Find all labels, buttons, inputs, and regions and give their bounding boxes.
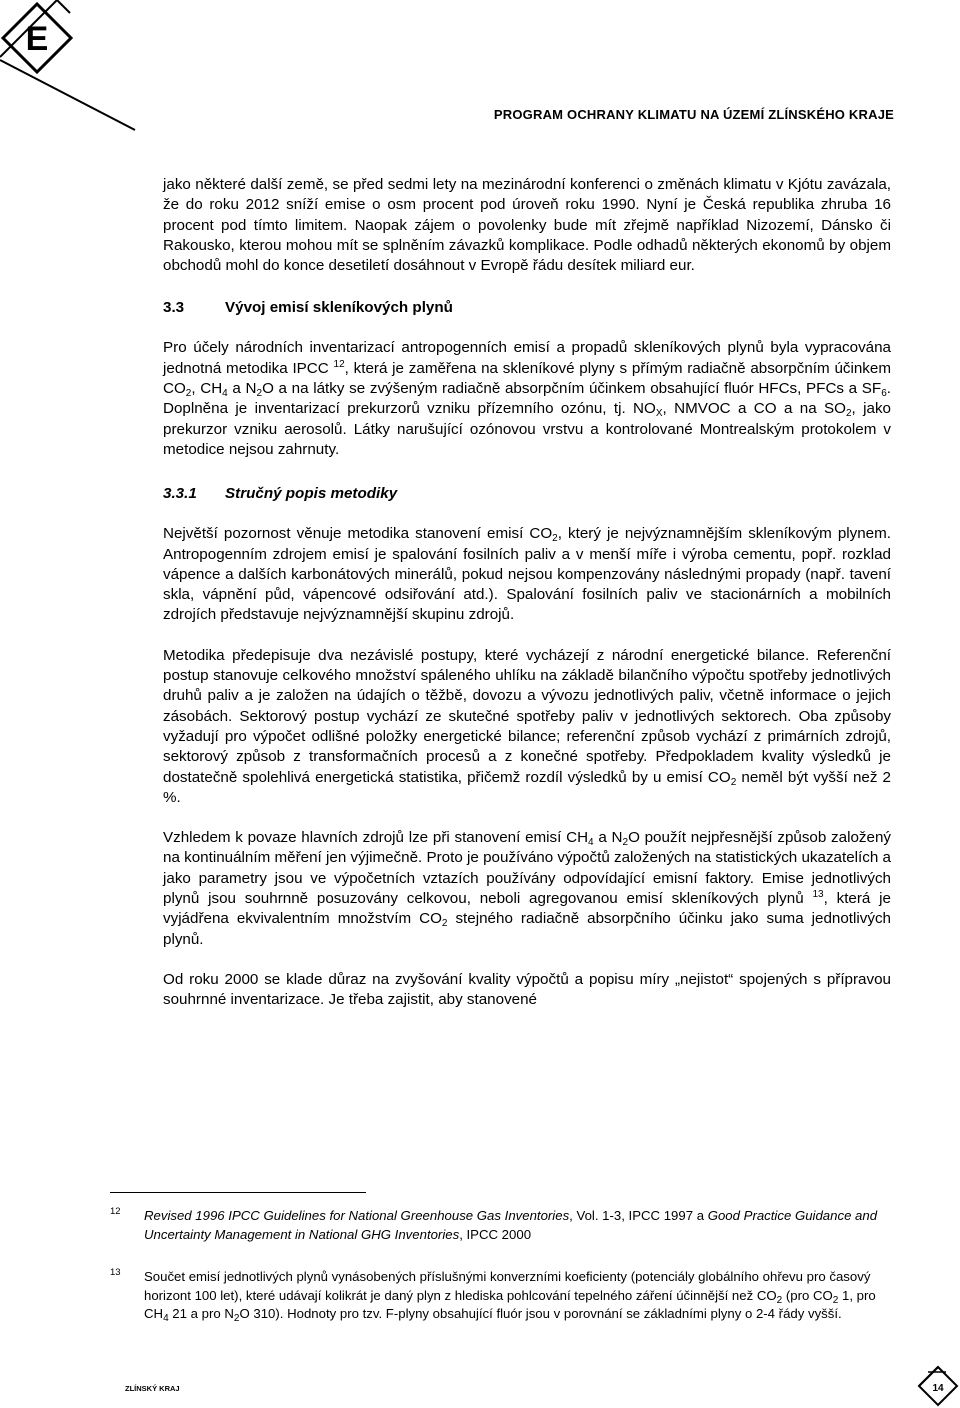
paragraph-intro: jako některé další země, se před sedmi lety na mezinárodní konferenci o změnách klimatu v Kjótu zavázala, že do roku 2012 sníží emise o osm procent pod úroveň roku 1990. Nyní je Česká republika zhruba 16 procent pod tímto limitem. Naopak zájem o povolenky bude mít zřejmě například Nizozemí, Dánsko či Rakousko, kterou mohou mít se splněním závazků komplikace. Podle odhadů některých ekonomů by objem obchodů mohl do konce desetiletí dosáhnout v Evropě řádu desítek miliard eur. bbox=[163, 176, 891, 275]
footnote-ref-12[interactable]: 12 bbox=[333, 358, 345, 370]
footnote-separator bbox=[110, 1192, 366, 1193]
document-header-title: PROGRAM OCHRANY KLIMATU NA ÚZEMÍ ZLÍNSKÉHO KRAJE bbox=[493, 107, 894, 122]
subsection-number: 3.3.1 bbox=[163, 485, 197, 503]
footnote-12: 12 Revised 1996 IPCC Guidelines for National Greenhouse Gas Inventories, Vol. 1-3, IPCC 1997 a Good Practice Guidance and Uncertainty Management in National GHG Inventories, IPCC 2000 bbox=[110, 1203, 890, 1244]
paragraph-two-approaches: Metodika předepisuje dva nezávislé postupy, které vycházejí z národní energetické bilance. Referenční postup stanovuje celkového množství spáleného uhlíku na základě bilančního výpočtu spotřeby jednotlivých druhů paliv a je založen na údajích o těžbě, dovozu a vývozu jednotlivých paliv, včetně informace o jejich zásobách. Sektorový postup vychází ze skutečné spotřeby paliv v jednotlivých sektorech. Oba způsoby vyžadují pro výpočet odlišné položky energetické bilance; referenční způsob vychází z primárních zdrojů, sektorový způsob z transformačních procesů a z konečné spotřeby. Předpokladem kvality výsledků je dostatečně spolehlivá energetická statistika, přičemž rozdíl výsledků by u emisí $CO_2$ neměl být vyšší než 2 %. bbox=[163, 646, 891, 806]
logo-letter: E bbox=[25, 20, 49, 58]
section-title: Vývoj emisí skleníkových plynů bbox=[225, 299, 453, 317]
footnote-mark: 13 bbox=[110, 1267, 121, 1278]
paragraph-co2-sources: Největší pozornost věnuje metodika stanovení emisí $CO_2$, který je nejvýznamnějším skleníkovým plynem. Antropogenním zdrojem emisí je spalování fosilních paliv a v menší míře i výroba cementu, popř. rozklad vápence a dalších karbonátových minerálů, pokud nejsou kompenzovány následnými propady (např. tavení skla, vápnění půd, vápencové odsiřování atd.). Spalování fosilních paliv ve stacionárních a mobilních zdrojích představuje nejvýznamnější skupinu zdrojů. bbox=[163, 525, 891, 624]
page-content bbox=[163, 175, 891, 1011]
program-logo bbox=[0, 0, 140, 140]
subsection-title: Stručný popis metodiky bbox=[225, 485, 398, 503]
section-number: 3.3 bbox=[163, 299, 185, 317]
footnote-ref-13[interactable]: 13 bbox=[812, 889, 824, 901]
footnotes bbox=[110, 1203, 890, 1336]
footnote-mark: 12 bbox=[110, 1206, 121, 1217]
section-heading-3-3-1 bbox=[163, 484, 891, 504]
page-number: 14 bbox=[932, 1382, 944, 1394]
footer-region-label: ZLÍNSKÝ KRAJ bbox=[125, 1384, 180, 1393]
section-heading-3-3 bbox=[163, 298, 891, 318]
paragraph-uncertainty: Od roku 2000 se klade důraz na zvyšování kvality výpočtů a popisu míry „nejistot“ spojených s přípravou souhrnné inventarizace. Je třeba zajistit, aby stanovené bbox=[163, 970, 891, 1009]
paragraph-methodology-ipcc: Pro účely národních inventarizací antropogenních emisí a propadů skleníkových plynů byla vypracována jednotná metodika IPCC $^{12}$, která je zaměřena na skleníkové plyny s přímým radiačně absorpčním účinkem $CO_2$, $CH_4$ a $N_2O$ a na látky se zvýšeným radiačně absorpčním účinkem obsahující fluór HFCs, PFCs a $SF_6$. Doplněna je inventarizací prekurzorů vzniku přízemního ozónu, tj. $NO_X$, NMVOC a CO a na $SO_2$, jako prekurzor vzniku aerosolů. Látky narušující ozónovou vrstvu a kontrolované Montrealským protokolem v metodice nejsou zahrnuty. bbox=[163, 339, 891, 458]
paragraph-ch4-n2o: Vzhledem k povaze hlavních zdrojů lze při stanovení emisí $CH_4$ a $N_2O$ použít nejpřesnější způsob založený na kontinuálním měření jen výjimečně. Proto je používáno výpočtů založených na statistických ukazatelích a jako parametry jsou ve výpočetních vztazích používány odpovídající emisní faktory. Emise jednotlivých plynů jsou souhrnně posuzovány celkovou, neboli agregovanou emisí skleníkových plynů $^{13}$, která je vyjádřena ekvivalentním množstvím $CO_2$ stejného radiačně absorpčního účinku jako suma jednotlivých plynů. bbox=[163, 829, 892, 948]
footnote-13: 13 Součet emisí jednotlivých plynů vynásobených příslušnými konverzními koeficienty (potenciály globálního ohřevu pro časový horizont 100 let), které udávají kolikrát je daný plyn z hlediska pohlcování tepelného záření účinnější než $CO_2$ (pro $CO_2$ 1, pro $CH_4$ 21 a pro $N_2O$ 310). Hodnoty pro tzv. F-plyny obsahující fluór jsou v porovnání se základními plyny o 2-4 řády vyšší. bbox=[110, 1264, 890, 1324]
